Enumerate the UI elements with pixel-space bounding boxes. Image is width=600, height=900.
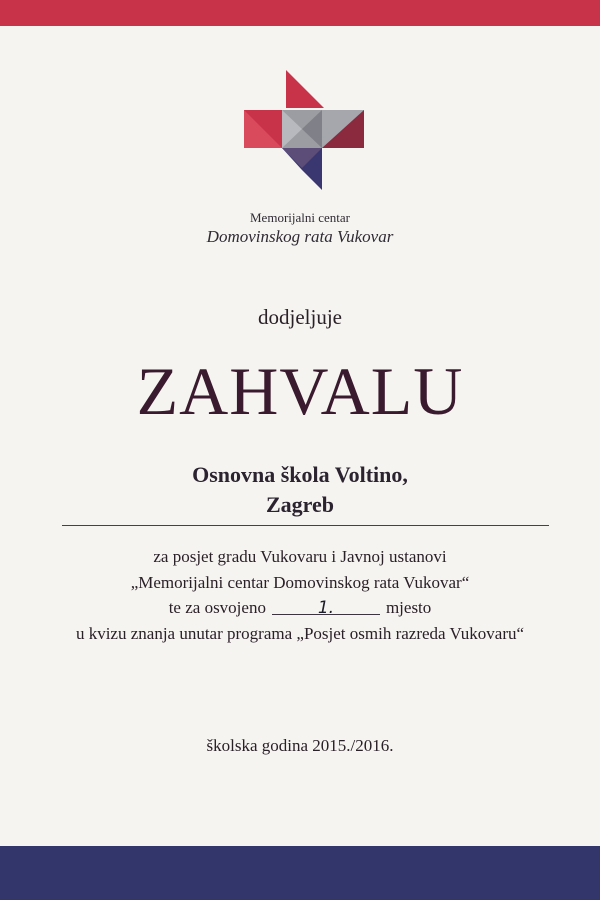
place-handwritten-value: 1. [317, 598, 335, 618]
place-blank-field [272, 596, 380, 618]
body-line-3-after: mjesto [385, 598, 432, 617]
organization-name-line2: Domovinskog rata Vukovar [206, 227, 394, 246]
top-color-band [0, 0, 600, 26]
certificate-title: ZAHVALU [136, 353, 464, 429]
body-line-3 [0, 598, 600, 618]
recipient-city: Zagreb [265, 492, 335, 517]
body-line-3-before: te za osvojeno [168, 598, 266, 617]
memorial-center-star-logo-icon [242, 70, 368, 192]
recipient-name: Osnovna škola Voltino, [192, 462, 408, 487]
school-year: školska godina 2015./2016. [206, 736, 394, 755]
recipient-underline [62, 525, 549, 526]
awards-text: dodjeljuje [258, 305, 342, 329]
body-line-4: u kvizu znanja unutar programa „Posjet osmih razreda Vukovaru“ [75, 624, 525, 643]
bottom-color-band [0, 846, 600, 900]
body-line-2: „Memorijalni centar Domovinskog rata Vukovar“ [130, 573, 470, 592]
body-line-1: za posjet gradu Vukovaru i Javnoj ustanovi [153, 547, 447, 566]
organization-name-line1: Memorijalni centar [250, 210, 350, 225]
